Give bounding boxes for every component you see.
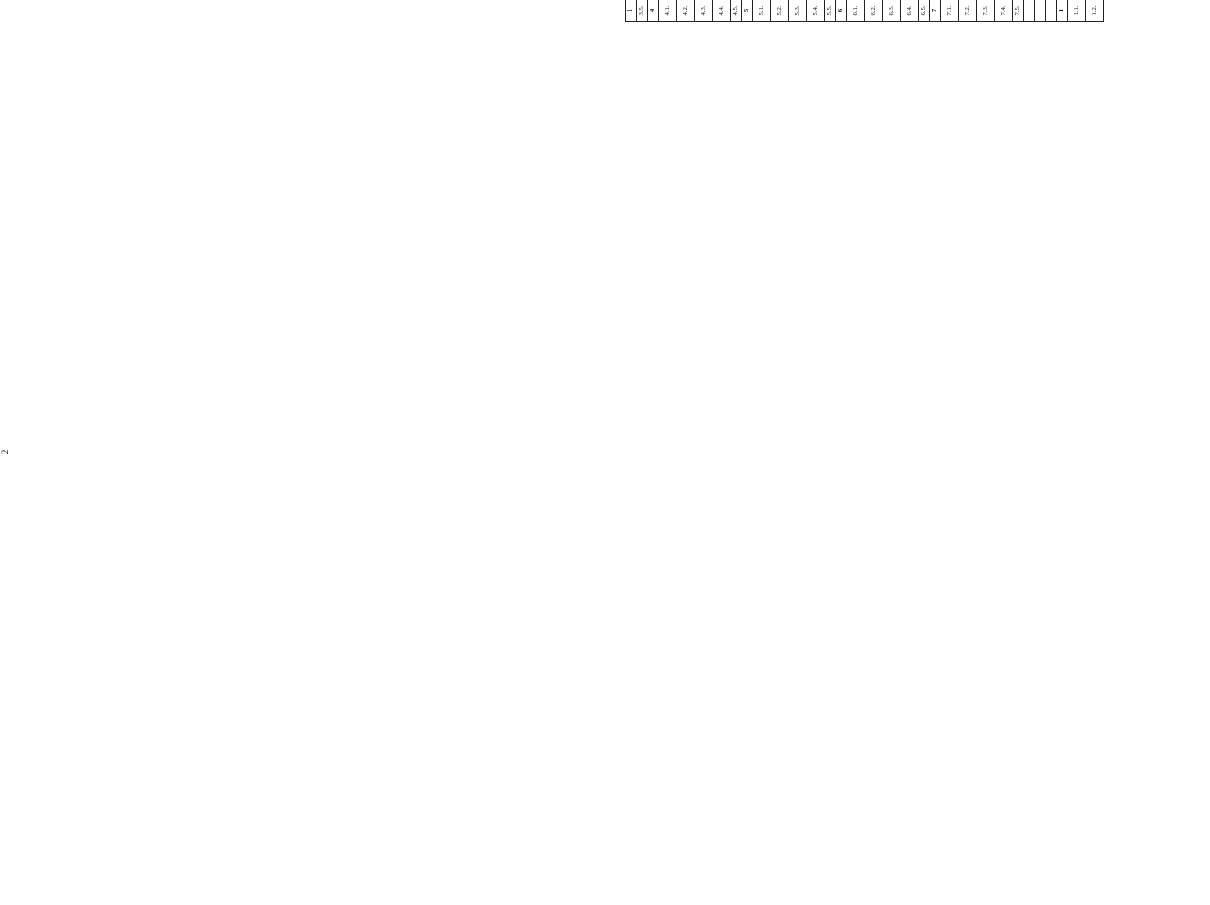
row-cell: 4.1. bbox=[659, 0, 677, 22]
row-cell: 5.4. bbox=[807, 0, 825, 22]
row-cell: 6.2. bbox=[865, 0, 883, 22]
table-row bbox=[977, 0, 995, 22]
row-cell: 5.3. bbox=[789, 0, 807, 22]
table-row bbox=[771, 0, 789, 22]
row-cell: 4.5. bbox=[731, 0, 742, 22]
row-cell bbox=[1046, 0, 1057, 22]
table-row bbox=[1086, 0, 1104, 22]
row-cell: 6.5. bbox=[919, 0, 930, 22]
table-row bbox=[959, 0, 977, 22]
table-body bbox=[626, 0, 1104, 22]
table-row bbox=[1024, 0, 1035, 22]
table-row bbox=[713, 0, 731, 22]
row-cell: 1.1. bbox=[1068, 0, 1086, 22]
table-row bbox=[753, 0, 771, 22]
table-row bbox=[825, 0, 836, 22]
header-cell: 1 bbox=[626, 0, 637, 22]
table-row bbox=[901, 0, 919, 22]
table-row bbox=[648, 0, 659, 22]
row-cell bbox=[1024, 0, 1035, 22]
page-number-area bbox=[0, 0, 14, 905]
table-row bbox=[1068, 0, 1086, 22]
table-row bbox=[919, 0, 930, 22]
table-row bbox=[659, 0, 677, 22]
row-cell: 5.2. bbox=[771, 0, 789, 22]
header-row bbox=[626, 0, 637, 22]
table-row bbox=[865, 0, 883, 22]
row-cell: 7 bbox=[930, 0, 941, 22]
table-row bbox=[789, 0, 807, 22]
table-row bbox=[883, 0, 901, 22]
table-row bbox=[836, 0, 847, 22]
resettlement-table bbox=[625, 0, 1104, 22]
row-cell: 4.3. bbox=[695, 0, 713, 22]
row-cell: 7.1. bbox=[941, 0, 959, 22]
table-row bbox=[807, 0, 825, 22]
table-row bbox=[930, 0, 941, 22]
row-cell bbox=[1035, 0, 1046, 22]
page-number: 2 bbox=[0, 449, 10, 455]
table-row bbox=[1046, 0, 1057, 22]
table-row bbox=[941, 0, 959, 22]
row-cell: 7.2. bbox=[959, 0, 977, 22]
row-cell: 6.3. bbox=[883, 0, 901, 22]
table-row bbox=[1057, 0, 1068, 22]
table-row bbox=[1013, 0, 1024, 22]
table-row bbox=[637, 0, 648, 22]
table-row bbox=[731, 0, 742, 22]
table-row bbox=[677, 0, 695, 22]
row-cell: 7.3. bbox=[977, 0, 995, 22]
row-cell: 6 bbox=[836, 0, 847, 22]
row-cell: 5.5. bbox=[825, 0, 836, 22]
row-cell: 1.2. bbox=[1086, 0, 1104, 22]
table-row bbox=[695, 0, 713, 22]
table-row bbox=[742, 0, 753, 22]
row-cell: 3.5. bbox=[637, 0, 648, 22]
row-cell: 7.5. bbox=[1013, 0, 1024, 22]
row-cell: 5 bbox=[742, 0, 753, 22]
row-cell: 6.1. bbox=[847, 0, 865, 22]
row-cell: 6.4. bbox=[901, 0, 919, 22]
row-cell: 1 bbox=[1057, 0, 1068, 22]
table-row bbox=[1035, 0, 1046, 22]
row-cell: 4.2. bbox=[677, 0, 695, 22]
row-cell: 4 bbox=[648, 0, 659, 22]
row-cell: 5.1. bbox=[753, 0, 771, 22]
row-cell: 7.4. bbox=[995, 0, 1013, 22]
table-row bbox=[995, 0, 1013, 22]
table-row bbox=[847, 0, 865, 22]
rotated-table-wrapper bbox=[625, 0, 1210, 22]
row-cell: 4.4. bbox=[713, 0, 731, 22]
